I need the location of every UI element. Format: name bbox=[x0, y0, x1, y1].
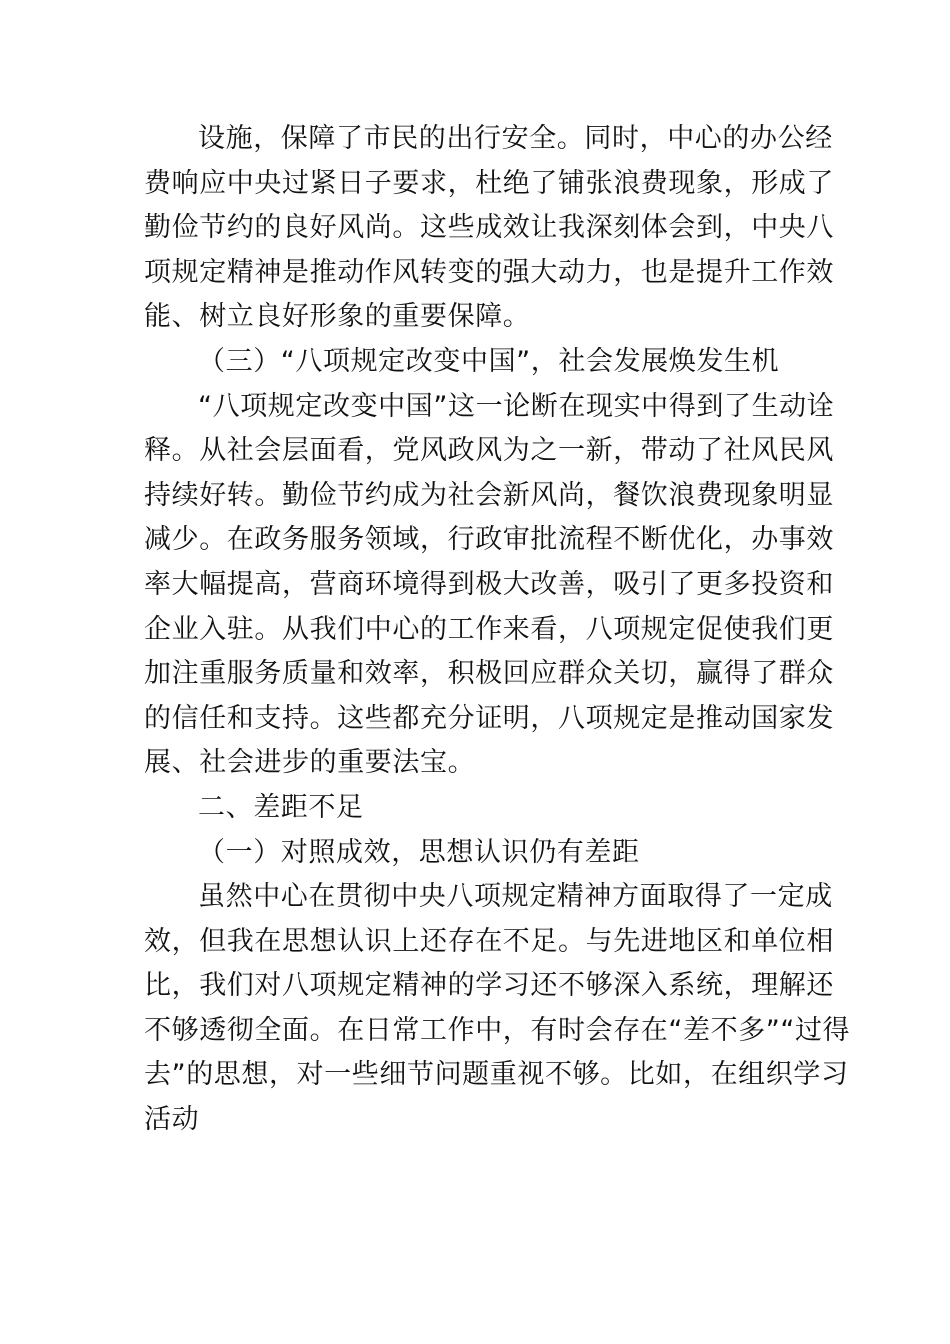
text-line: 减少。在政务服务领域，行政审批流程不断优化，办事效 bbox=[144, 524, 834, 556]
text-line: 去”的思想，对一些细节问题重视不够。比如，在组织学习 bbox=[144, 1059, 849, 1091]
text-line: “八项规定改变中国”这一论断在现实中得到了生动诠 bbox=[198, 390, 835, 422]
text-line: 比，我们对八项规定精神的学习还不够深入系统，理解还 bbox=[144, 970, 834, 1002]
text-line: 不够透彻全面。在日常工作中，有时会存在“差不多”“过得 bbox=[144, 1014, 851, 1046]
text-line: 活动 bbox=[144, 1104, 200, 1136]
text-line: 的信任和支持。这些都充分证明，八项规定是推动国家发 bbox=[144, 702, 834, 734]
text-line: 企业入驻。从我们中心的工作来看，八项规定促使我们更 bbox=[144, 613, 834, 645]
text-line: 效，但我在思想认识上还存在不足。与先进地区和单位相 bbox=[144, 925, 834, 957]
document-body bbox=[144, 117, 851, 1143]
text-line: 展、社会进步的重要法宝。 bbox=[144, 747, 476, 779]
text-line: 释。从社会层面看，党风政风为之一新，带动了社风民风 bbox=[144, 435, 834, 467]
text-line: 持续好转。勤俭节约成为社会新风尚，餐饮浪费现象明显 bbox=[144, 479, 834, 511]
text-line: （一）对照成效，思想认识仍有差距 bbox=[198, 836, 640, 868]
text-line: 费响应中央过紧日子要求，杜绝了铺张浪费现象，形成了 bbox=[144, 167, 834, 199]
text-line: 勤俭节约的良好风尚。这些成效让我深刻体会到，中央八 bbox=[144, 212, 834, 244]
text-line: 虽然中心在贯彻中央八项规定精神方面取得了一定成 bbox=[198, 881, 833, 913]
text-line: 设施，保障了市民的出行安全。同时，中心的办公经 bbox=[198, 123, 833, 154]
text-line: 能、树立良好形象的重要保障。 bbox=[144, 301, 531, 333]
text-line: 二、差距不足 bbox=[198, 791, 364, 823]
text-line: 项规定精神是推动作风转变的强大动力，也是提升工作效 bbox=[144, 256, 834, 288]
text-line: 率大幅提高，营商环境得到极大改善，吸引了更多投资和 bbox=[144, 568, 834, 600]
text-line: （三）“八项规定改变中国”，社会发展焕发生机 bbox=[198, 345, 780, 377]
text-line: 加注重服务质量和效率，积极回应群众关切，赢得了群众 bbox=[144, 658, 834, 690]
